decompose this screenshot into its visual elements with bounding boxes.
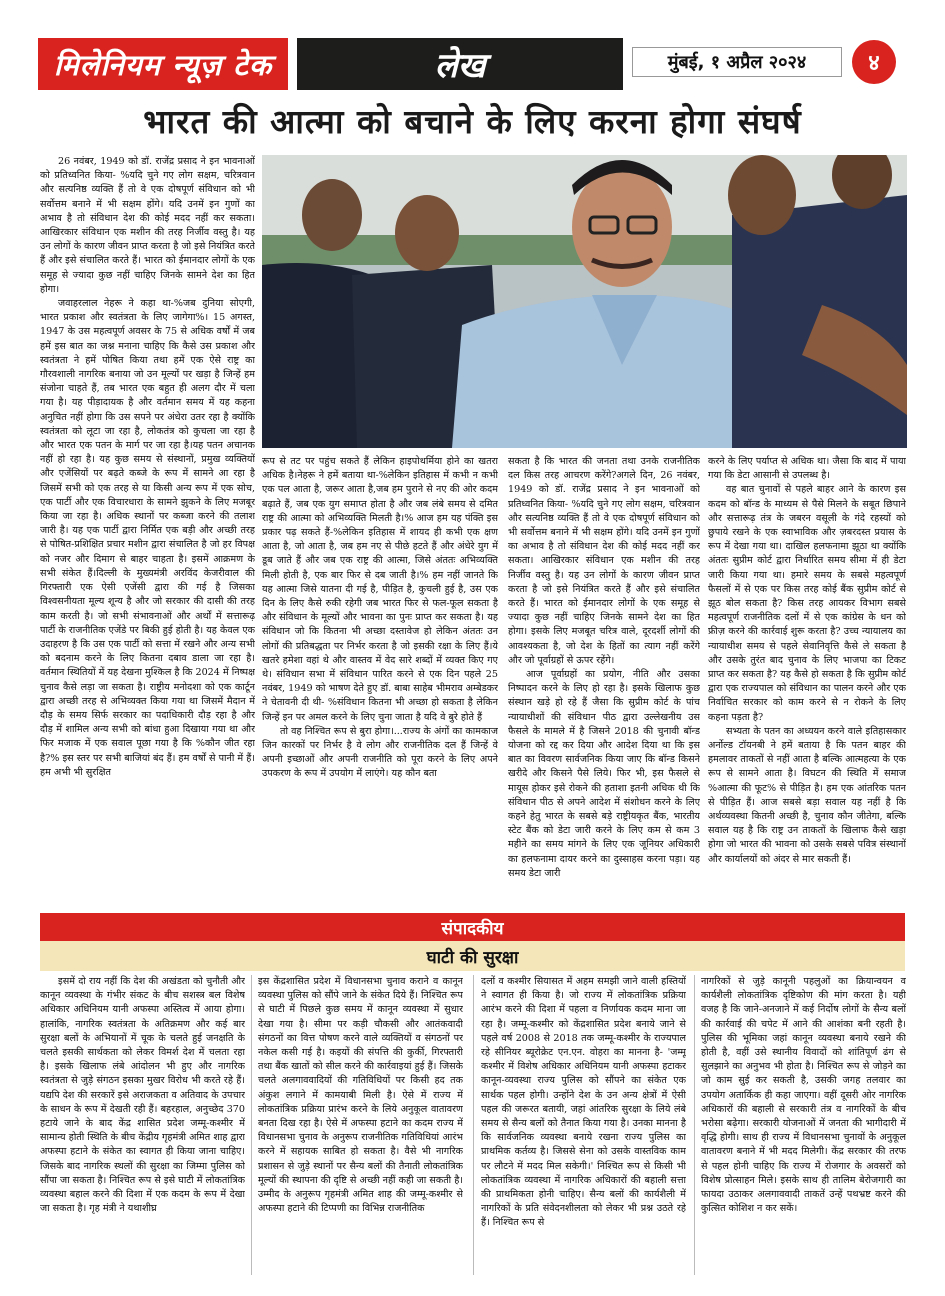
- column-divider: [473, 975, 474, 1275]
- politician-photo-illustration: [262, 155, 907, 448]
- editorial-title: घाटी की सुरक्षा: [40, 941, 905, 971]
- column-divider: [694, 975, 695, 1275]
- editorial-paragraph: नागरिकों से जुड़े कानूनी पहलुओं का क्रियान्वयन व कार्यशैली लोकतांत्रिक दृष्टिकोण की मांग करता है। यही वजह है कि जाने-अनजाने में कई निर्दोष लोगों के सैन्य बलों की कार्रवाई की चपेट में आने की आशंका बनी रहती है। पुलिस की भूमिका जहां कानून व्यवस्था बनाये रखने की होती है, वहीं उसे स्थानीय विवादों को शांतिपूर्ण ढंग से सुलझाने का अनुभव भी होता है। निश्चित रूप से जोड़ने का जो काम सुई कर सकती है, उसकी जगह तलवार का उपयोग अतार्किक ही कहा जाएगा। वहीं दूसरी ओर नागरिक अधिकारों की बहाली से सरकारी तंत्र व नागरिकों के बीच भरोसा बढ़ेगा। सरकारी योजनाओं में जनता की भागीदारी में वृद्धि होगी। साथ ही राज्य में विधानसभा चुनावों के अनुकूल वातावरण बनाने में भी मदद मिलेगी। केंद्र सरकार की तरफ से पहल होनी चाहिए कि राज्य में रोजगार के अवसरों को विशेष प्रोत्साहन मिले। इसके साथ ही तालिम बेरोजगारी का फायदा उठाकर अलगाववादी ताकतें उन्हें पथभ्रष्ट करने की कुत्सित कोशिश न कर सकें।: [701, 976, 906, 1215]
- editorial-column-3: [481, 975, 686, 1285]
- article-paragraph: वह बात चुनावों से पहले बाहर आने के कारण इस कदम को बॉन्ड के माध्यम से पैसे मिलने के सबूत छिपाने और सत्तारूढ़ तंत्र के जबरन वसूली के गंदे रहस्यों को छुपाये रखने के एक स्वाभाविक और ज़बरदस्त प्रयास के रूप में देखा गया था। दाखिल हलफनामा झूठा था क्योंकि अंततः सुप्रीम कोर्ट द्वारा निर्धारित समय सीमा में ही डेटा जारी किया गया था। हमारे समय के सबसे महत्वपूर्ण फैसलों में से एक पर किस तरह कोई बैंक सुप्रीम कोर्ट से झूठ बोल सकता है? किस तरह आयकर विभाग सबसे महत्वपूर्ण राजनीतिक दलों में से एक कांग्रेस के धन को फ्रीज़ करने की कार्रवाई शुरू करता है? उच्च न्यायालय का न्यायाधीश समय से पहले सेवानिवृत्ति कैसे ले सकता है और उसके तुरंत बाद चुनाव के लिए भाजपा का टिकट प्राप्त कर सकता है? यह कैसे हो सकता है कि सुप्रीम कोर्ट द्वारा एक राज्यपाल को संविधान का पालन करने और एक निर्वाचित सरकार को काम करने से न रोकने के लिए कहना पड़ता है?: [708, 484, 906, 723]
- column-divider: [251, 975, 252, 1275]
- article-paragraph: आज पूर्वाग्रहों का प्रयोग, नीति और उसका निष्पादन करने के लिए हो रहा है। इसके खिलाफ कुछ संस्थान खड़े हो रहे हैं जैसा कि सुप्रीम कोर्ट के पांच न्यायाधीशों की संविधान पीठ द्वारा उल्लेखनीय उस फैसले के मामले में है जिसने 2018 की चुनावी बॉन्ड योजना को रद्द कर दिया और आदेश दिया था कि इस बात का विवरण सार्वजनिक किया जाए कि बॉन्ड किसने खरीदे और किसने पैसे लिये। फिर भी, इस फैसले से मायूस होकर इसे रोकने की हताशा इतनी अधिक थी कि संविधान पीठ से अपने आदेश में संशोधन करने के लिए कहने हेतु भारत के सबसे बड़े राष्ट्रीयकृत बैंक, भारतीय स्टेट बैंक को डेटा जारी करने के लिए कम से कम 3 महीने का समय मांगने के लिए एक जूनियर अधिकारी का हलफनामा दायर करने का दुस्साहस करना पड़ा। यह समय डेटा जारी: [508, 669, 700, 879]
- editorial-paragraph: इसमें दो राय नहीं कि देश की अखंडता को चुनौती और कानून व्यवस्था के गंभीर संकट के बीच सशस्त्र बल विशेष अधिकार अधिनियम यानी अफस्पा अस्तित्व में आया होगा। हालांकि, नागरिक स्वतंत्रता के अतिक्रमण और कई बार सुरक्षा बलों के अभियानों में चूक के चलते हुई जनक्षति के चलते इसकी सार्थकता को लेकर विमर्श देश में चलता रहा है। इसके खिलाफ लंबे आंदोलन भी हुए और नागरिक स्वतंत्रता से जुड़े संगठन इसका मुखर विरोध भी करते रहे हैं। यद्यपि देश की सरकारें इसे अराजकता व अतिवाद के उपचार के साधन के रूप में देखती रही हैं। बहरहाल, अनुच्छेद 370 हटाये जाने के बाद केंद्र शासित प्रदेश जम्मू-कश्मीर में सामान्य होती स्थिति के बीच केंद्रीय गृहमंत्री अमित शाह द्वारा अफस्पा हटाने के संकेत का स्वागत ही किया जाना चाहिए। जिसके बाद नागरिक स्थलों की सुरक्षा का जिम्मा पुलिस को सौंपा जा सकता है। निश्चित रूप से इसे घाटी में लोकतांत्रिक व्यवस्था बहाल करने की दिशा में एक कदम के रूप में देखा जा सकता है। गृह मंत्री ने यथाशीघ्र: [40, 976, 245, 1215]
- editorial-column-2: [258, 975, 463, 1285]
- article-paragraph: 26 नवंबर, 1949 को डॉ. राजेंद्र प्रसाद ने इन भावनाओं को प्रतिध्वनित किया- %यदि चुने गए लोग सक्षम, चरित्रवान और सत्यनिष्ठ व्यक्ति हैं तो वे एक दोषपूर्ण संविधान को भी सर्वोत्तम बनाने में भी सक्षम होंगे। यदि उनमें इन गुणों का अभाव है तो संविधान देश की कोई मदद नहीं कर सकता। आखिरकार संविधान एक मशीन की तरह निर्जीव वस्तु है। यह उन लोगों के कारण जीवन प्राप्त करता है जो इसे नियंत्रित करते हैं और इसे संचालित करते हैं। भारत को ईमानदार लोगों के एक समूह से ज्यादा कुछ नहीं चाहिए जिनके सामने देश का हित होगा।: [40, 156, 255, 295]
- editorial-column-4: [701, 975, 906, 1285]
- issue-date: मुंबई, १ अप्रैल २०२४: [632, 47, 842, 77]
- article-paragraph: जवाहरलाल नेहरू ने कहा था-%जब दुनिया सोएगी, भारत प्रकाश और स्वतंत्रता के लिए जागेगा%। 15 अगस्त, 1947 के उस महत्वपूर्ण अवसर के 75 से अधिक वर्षों में जब हमें इस बात का जश्न मनाना चाहिए कि कैसे उस प्रकाश और स्वतंत्रता ने हमें पोषित किया तथा हमें एक ऐसे राष्ट्र का गौरवशाली नागरिक बनाया जो उन मूल्यों पर खड़ा है जिन्हें हम संजोना चाहते हैं, तब भारत एक बहुत ही अलग दौर में चला गया है। यह पीड़ादायक है और वर्तमान समय में यह कहना अनुचित नहीं होगा कि उस सपने पर अंधेरा उतर रहा है क्योंकि स्वतंत्रता को लूटा जा रहा है, लोकतंत्र को कुचला जा रहा है और भारत एक पतन के मार्ग पर जा रहा है।यह पतन अचानक नहीं हो रहा है। यह कुछ समय से संस्थानों, प्रमुख व्यक्तियों और एजेंसियों पर बढ़ते कब्जे के रूप में सामने आ रहा है जिसमें सभी को एक तरह से या किसी अन्य रूप में एक सोच, एक पार्टी और एक विचारधारा के सामने झुकने के लिए मजबूर किया जा रहा है। अधिक स्थानों पर कब्जा करने की तलाश जारी है। यह एक पार्टी द्वारा निर्मित एक बड़ी और अच्छी तरह से पोषित-प्रशिक्षित प्रचार मशीन द्वारा संचालित है जो हर विपक्ष को नजर और दिमाग से बाहर चाहता है। इसमें आक्रमण के सभी संकेत हैं।दिल्ली के मुख्यमंत्री अरविंद केजरीवाल की गिरफ्तारी एक ऐसी एजेंसी द्वारा की गई है जिसका विश्वसनीयता मूल्य शून्य है और जो सरकार की दासी की तरह काम करती है। जो सभी संभावनाओं और अर्थों में सत्तारूढ़ पार्टी के राजनीतिक एजेंडे पर बिकी हुई होती है। यह केवल एक उदाहरण है कि उस एक पार्टी को सत्ता में रखने और अन्य सभी को बदनाम करने के लिए कितना दबाव डाला जा रहा है। वर्तमान स्थितियों में यह देखना मुश्किल है कि 2024 में निष्पक्ष चुनाव कैसे लड़ा जा सकता है। राष्ट्रीय मनोदशा को एक कार्टून द्वारा अच्छी तरह से अभिव्यक्त किया गया था जिसमें मैदान में दौड़ के समय सिर्फ सरकार का पदाधिकारी दौड़ रहा है और दौड़ में शामिल अन्य सभी को बांधा हुआ दिखाया गया था और फिर मजाक में एक सवाल पूछा गया है कि %कौन जीत रहा है?% इस स्तर पर सभी बाजियां बंद हैं। हम वर्षों से पानी में हैं। हम अभी भी सुरक्षित: [40, 298, 255, 778]
- publication-name: मिलेनियम न्यूज़ टेक: [38, 38, 288, 90]
- editorial-column-1: [40, 975, 245, 1285]
- article-paragraph: करने के लिए पर्याप्त से अधिक था। जैसा कि बाद में पाया गया कि डेटा आसानी से उपलब्ध है।: [708, 456, 906, 482]
- article-paragraph: रूप से तट पर पहुंच सकते हैं लेकिन हाइपोथर्मिया होने का खतरा अधिक है।नेहरू ने हमें बताया था-%लेकिन इतिहास में कभी न कभी एक पल आता है, जरूर आता है,जब हम पुराने से नए की ओर कदम बढ़ाते हैं, जब एक युग समाप्त होता है और जब लंबे समय से दमित राष्ट्र की आत्मा को अभिव्यक्ति मिलती है।% आज हम यह पंक्ति इस प्रकार पढ़ सकते हैं-%लेकिन इतिहास में शायद ही कभी एक क्षण आता है, जो आता है, जब हम नए से पीछे हटते हैं और अंधेरे युग में डूब जाते हैं और जब एक राष्ट्र की आत्मा, जिसे अंततः अभिव्यक्ति मिली होती है, एक बार फिर से दब जाती है।% हम नहीं जानते कि यह आत्मा जिसे यातना दी गई है, पीड़ित है, कुचली हुई है, उस एक दिन के लिए कैसे रुकी रहेगी जब भारत फिर से फल-फूल सकता है और संविधान के मूल्यों और भावना का पुनः प्राप्त कर सकता है। यह संविधान जो कि कितना भी अच्छा दस्तावेज हो लेकिन अंततः उन लोगों की प्रतिबद्धता पर निर्भर करता है जो इसकी रक्षा के लिए हैं।ये खतरे हमेशा वहां थे और वास्तव में वेद सारे शब्दों में व्यक्त किए गए थे। संविधान सभा में संविधान पारित करने से एक दिन पहले 25 नवंबर, 1949 को भाषण देते हुए डॉ. बाबा साहेब भीमराव अम्बेडकर ने चेतावनी दी थी- %संविधान कितना भी अच्छा हो सकता है लेकिन जिन्हें इन पर अमल करने के लिए चुना जाता है यदि वे बुरे होते हैं: [262, 456, 498, 723]
- editorial-paragraph: दलों व कश्मीर सियासत में अहम समझी जाने वाली हस्तियों ने स्वागत ही किया है। जो राज्य में लोकतांत्रिक प्रक्रिया आरंभ करने की दिशा में पहला व निर्णायक कदम माना जा रहा है। जम्मू-कश्मीर को केंद्रशासित प्रदेश बनाये जाने से पहले वर्ष 2008 से 2018 तक जम्मू-कश्मीर के राज्यपाल रहे सीनियर ब्यूरोक्रेट एन.एन. वोहरा का मानना है- 'जम्मू कश्मीर में विशेष अधिकार अधिनियम यानी अफस्पा हटाकर कानून-व्यवस्था राज्य पुलिस को सौंपने का संकेत एक सार्थक पहल होगी। उन्होंने देश के उन अन्य क्षेत्रों में ऐसी पहल की जरूरत बतायी, जहां आंतरिक सुरक्षा के लिये लंबे समय से सैन्य बलों को तैनात किया गया है। उनका मानना है कि सार्वजनिक व्यवस्था बनाये रखना राज्य पुलिस का प्राथमिक कर्तव्य है। जिससे सेना को उसके वास्तविक काम पर लौटने में मदद मिल सकेगी।' निश्चित रूप से किसी भी लोकतांत्रिक व्यवस्था में नागरिक अधिकारों की बहाली सत्ता की प्राथमिकता होनी चाहिए। सैन्य बलों की कार्यशैली में नागरिकों के प्रति संवेदनशीलता को लेकर भी प्रश्न उठते रहे हैं। निश्चित रूप से: [481, 976, 686, 1229]
- article-column-1: [40, 155, 255, 905]
- editorial-banner: संपादकीय: [40, 913, 905, 941]
- article-column-2: [262, 455, 498, 907]
- editorial-paragraph: इस केंद्रशासित प्रदेश में विधानसभा चुनाव कराने व कानून व्यवस्था पुलिस को सौंपे जाने के संकेत दिये हैं। निश्चित रूप से घाटी में पिछले कुछ समय में कानून व्यवस्था में सुधार देखा गया है। सीमा पर कड़ी चौकसी और आतंकवादी संगठनों का वित्त पोषण करने वाले व्यक्तियों व संगठनों पर नकेल कसी गई है। कइयों की संपत्ति की कुर्की, गिरफ्तारी तथा बैंक खातों को सील करने की कार्रवाइयां हुई हैं। जिसके चलते अलगाववादियों की गतिविधियों पर किसी हद तक अंकुश लगाने में कामयाबी मिली है। ऐसे में राज्य में लोकतांत्रिक प्रक्रिया प्रारंभ करने के लिये अनुकूल वातावरण बनता दिख रहा है। ऐसे में अफस्पा हटाने का कदम राज्य में विधानसभा चुनाव के अनुरूप राजनीतिक गतिविधियां आरंभ करने में सहायक साबित हो सकता है। वैसे भी नागरिक प्रशासन से जुड़े स्थानों पर सैन्य बलों की तैनाती लोकतांत्रिक मूल्यों की स्थापना की दृष्टि से अच्छी नहीं कही जा सकती है।उम्मीद के अनुरूप गृहमंत्री अमित शाह की जम्मू-कश्मीर से अफस्पा हटाने की टिप्पणी का विभिन्न राजनीतिक: [258, 976, 463, 1215]
- section-label: लेख: [297, 38, 623, 90]
- article-column-3: [508, 455, 700, 907]
- article-paragraph: तो वह निश्चित रूप से बुरा होगा।...राज्य के अंगों का कामकाज जिन कारकों पर निर्भर है वे लोग और राजनीतिक दल हैं जिन्हें वे अपनी इच्छाओं और अपनी राजनीति को पूरा करने के लिए अपने उपकरण के रूप में उपयोग में लाएंगे। यह कौन बता: [262, 725, 498, 780]
- article-headline: भारत की आत्मा को बचाने के लिए करना होगा संघर्ष: [143, 101, 802, 141]
- page-number: ४: [852, 40, 896, 84]
- article-column-4: [708, 455, 906, 907]
- article-paragraph: सभ्यता के पतन का अध्ययन करने वाले इतिहासकार अर्नोल्ड टॉयनबी ने हमें बताया है कि पतन बाहर की हमलावर ताकतों से नहीं आता है बल्कि आत्महत्या के एक रूप से सामने आता है। विघटन की स्थिति में समाज %आत्मा की फूट% से पीड़ित है। हम एक आंतरिक पतन से पीड़ित हैं। आज सबसे बड़ा सवाल यह नहीं है कि अर्थव्यवस्था कितनी अच्छी है, चुनाव कौन जीतेगा, बल्कि सवाल यह है कि राष्ट्र उन ताकतों के खिलाफ कैसे खड़ा होगा जो भारत की भावना को उसके सबसे पवित्र संस्थानों और कार्यालयों को अंदर से मार सकती हैं।: [708, 725, 906, 865]
- article-photo: [262, 155, 907, 448]
- article-paragraph: सकता है कि भारत की जनता तथा उनके राजनीतिक दल किस तरह आचरण करेंगे?अगले दिन, 26 नवंबर, 1949 को डॉ. राजेंद्र प्रसाद ने इन भावनाओं को प्रतिध्वनित किया- %यदि चुने गए लोग सक्षम, चरित्रवान और सत्यनिष्ठ व्यक्ति हैं तो वे एक दोषपूर्ण संविधान को भी सर्वोत्तम बनाने में भी सक्षम होंगे। यदि उनमें इन गुणों का अभाव है तो संविधान देश की कोई मदद नहीं कर सकता। आखिरकार संविधान एक मशीन की तरह निर्जीव वस्तु है। यह उन लोगों के कारण जीवन प्राप्त करता है जो इसे नियंत्रित करते हैं और इसे संचालित करते हैं। भारत को ईमानदार लोगों के एक समूह से ज्यादा कुछ नहीं चाहिए जिनके सामने देश का हित होगा। इसके लिए मजबूत चरित्र वाले, दूरदर्शी लोगों की आवश्यकता है, जो देश के हितों का त्याग नहीं करेंगे और जो पूर्वाग्रहों से ऊपर रहेंगे।: [508, 456, 700, 666]
